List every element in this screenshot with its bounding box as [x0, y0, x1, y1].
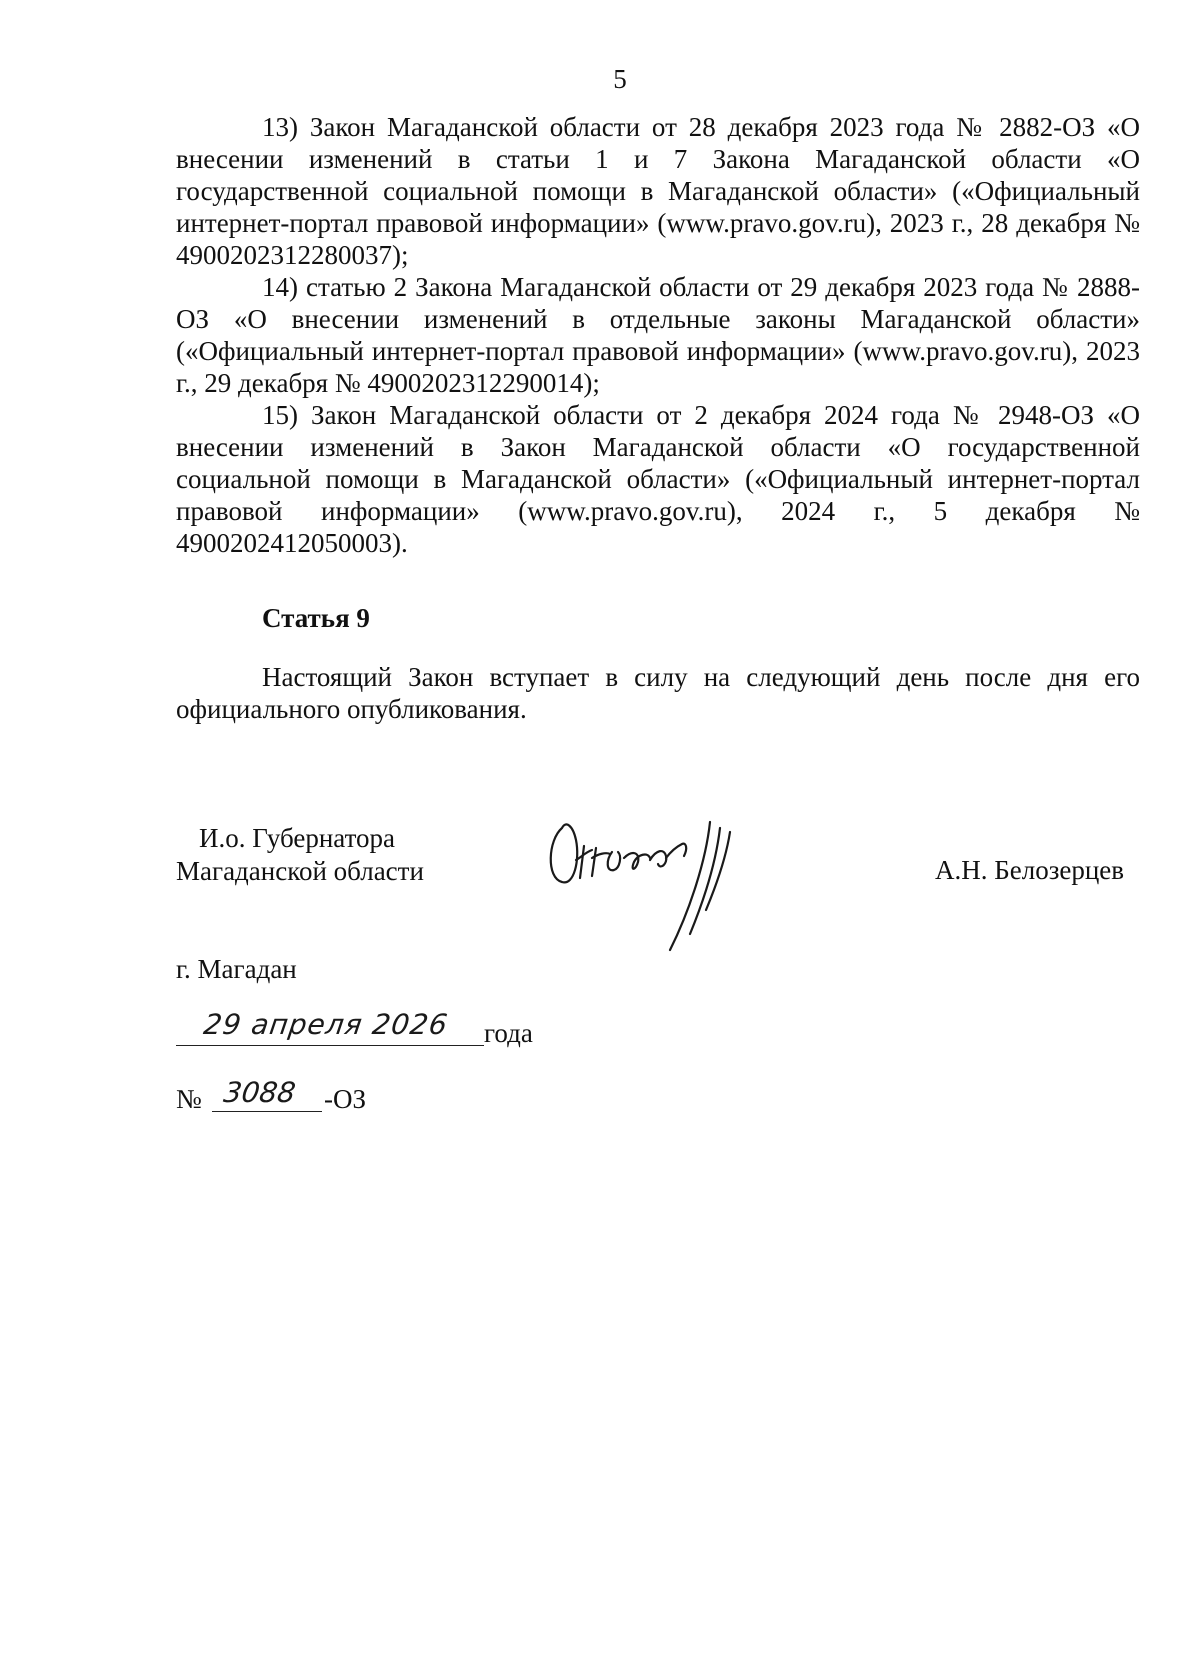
article-heading: Статья 9	[262, 603, 370, 633]
law-number	[176, 1078, 426, 1118]
repealed-laws-list	[176, 111, 1140, 559]
list-item-15: 15) Закон Магаданской области от 2 декабря 2024 года № 2948-ОЗ «О внесении изменений в Закон Магаданской области «О государственной социальной помощи в Магаданской области» («Официальный интернет-портал правовой информации» (www.pravo.gov.ru), 2024 г., 5 декабря № 4900202412050003).	[176, 400, 1140, 558]
signer-name: А.Н. Белозерцев	[935, 855, 1125, 885]
law-number-underline	[212, 1111, 322, 1112]
page-number: 5	[613, 64, 627, 94]
signer-title-line-2: Магаданской области	[176, 856, 424, 886]
date-suffix: года	[484, 1018, 533, 1048]
handwritten-signature	[540, 800, 770, 970]
article-text: Настоящий Закон вступает в силу на следующий день после дня его официального опубликования.	[176, 662, 1140, 724]
law-number-suffix: -ОЗ	[324, 1084, 367, 1114]
signer-title	[176, 822, 424, 888]
law-number-prefix: №	[176, 1084, 202, 1114]
list-item-14: 14) статью 2 Закона Магаданской области от 29 декабря 2023 года № 2888-ОЗ «О внесении изменений в отдельные законы Магаданской области» («Официальный интернет-портал правовой информации» (www.pravo.gov.ru), 2023 г., 29 декабря № 4900202312290014);	[176, 272, 1140, 398]
signing-city: г. Магадан	[176, 954, 297, 984]
date-underline	[176, 1045, 484, 1046]
signing-date	[176, 1008, 556, 1052]
handwritten-law-number: 3088	[221, 1076, 298, 1109]
list-item-13: 13) Закон Магаданской области от 28 декабря 2023 года № 2882-ОЗ «О внесении изменений в статьи 1 и 7 Закона Магаданской области «О государственной социальной помощи в Магаданской области» («Официальный интернет-портал правовой информации» (www.pravo.gov.ru), 2023 г., 28 декабря № 4900202312280037);	[176, 112, 1140, 270]
signer-title-line-1: И.о. Губернатора	[199, 823, 396, 853]
handwritten-date: 29 апреля 2026	[201, 1008, 451, 1041]
